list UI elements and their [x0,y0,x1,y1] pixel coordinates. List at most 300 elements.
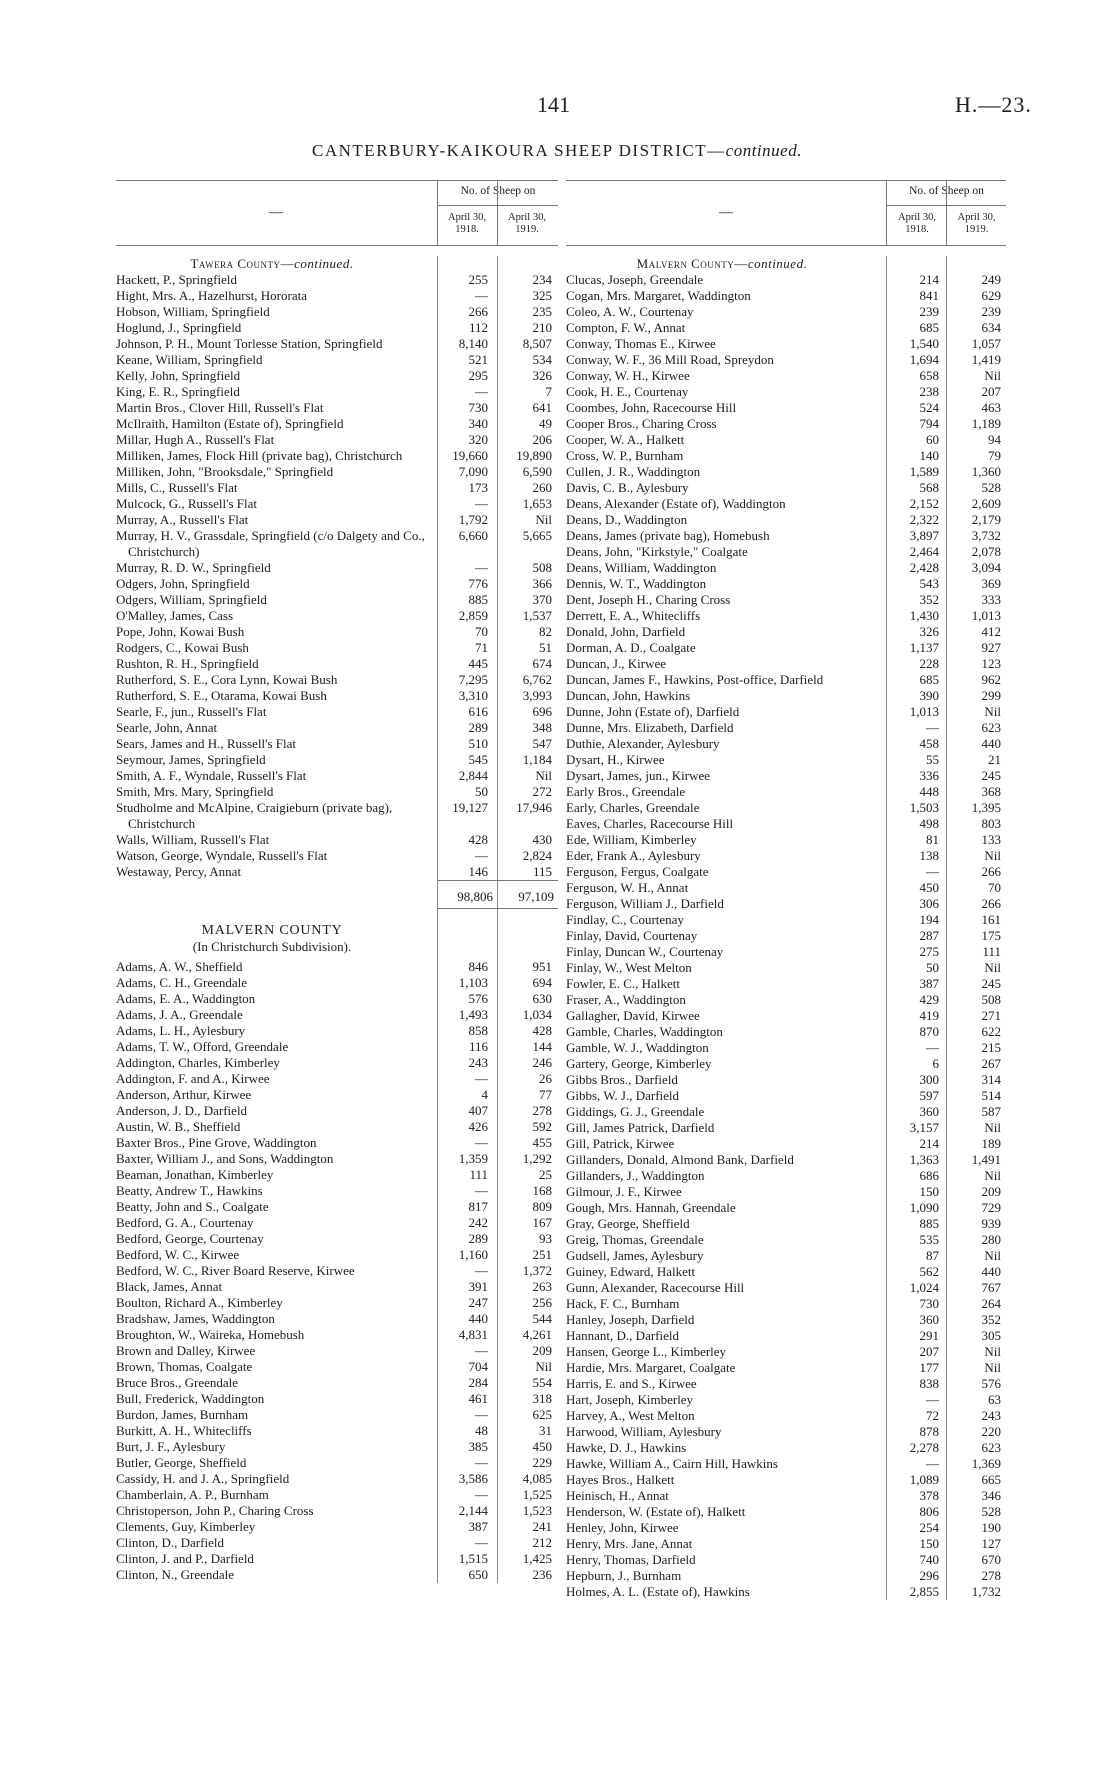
sheep-1919: 127 [981,1536,1001,1551]
owner-name: Martin Bros., Clover Hill, Russell's Flat [116,400,324,415]
owner-name: Hack, F. C., Burnham [566,1296,680,1311]
owner-name: Anderson, Arthur, Kirwee [116,1087,252,1102]
sheep-1919: 634 [981,320,1001,335]
owner-name: Hayes Bros., Halkett [566,1472,675,1487]
sheep-1919: 209 [532,1343,552,1358]
owner-name: Bedford, G. A., Courtenay [116,1215,254,1230]
sheep-1919: 207 [981,384,1001,399]
sheep-1919: 314 [981,1072,1001,1087]
table-row [566,432,1006,448]
table-header-right [566,180,1006,246]
owner-name: Hardie, Mrs. Margaret, Coalgate [566,1360,736,1375]
sheep-1919: 70 [988,880,1001,895]
table-row [566,1408,1006,1424]
table-row [566,816,1006,832]
owner-name: McIlraith, Hamilton (Estate of), Springfield [116,416,344,431]
sheep-1918: 1,694 [909,352,939,367]
sheep-1919: 63 [988,1392,1001,1407]
owner-name: Findlay, C., Courtenay [566,912,684,927]
table-row [116,1535,558,1551]
sheep-1919: 278 [981,1568,1001,1583]
table-row [566,1296,1006,1312]
owner-name: Deans, Alexander (Estate of), Waddington [566,496,786,511]
header-rule [886,181,887,245]
owner-name: Clements, Guy, Kimberley [116,1519,256,1534]
sheep-1919: 576 [981,1376,1001,1391]
owner-name: Chamberlain, A. P., Burnham [116,1487,269,1502]
table-row [566,400,1006,416]
sheep-1918: — [926,1392,939,1407]
owner-name: Millar, Hugh A., Russell's Flat [116,432,275,447]
sheep-1918: 1,493 [458,1007,488,1022]
sheep-1919: 622 [981,1024,1001,1039]
table-row [566,272,1006,288]
sheep-1918: 846 [468,959,488,974]
table-row [566,896,1006,912]
sheep-1919: 625 [532,1407,552,1422]
sheep-1918: 597 [919,1088,939,1103]
sheep-1918: 320 [468,432,488,447]
left-column [116,180,558,1583]
owner-name: Gill, Patrick, Kirwee [566,1136,675,1151]
sheep-1919: 528 [981,480,1001,495]
sheep-1918: 71 [475,640,488,655]
owner-name: Deans, William, Waddington [566,560,717,575]
owner-name: Conway, Thomas E., Kirwee [566,336,716,351]
sheep-1918: 1,792 [458,512,488,527]
table-row [566,976,1006,992]
sheep-1918: 776 [468,576,488,591]
table-row [116,688,558,704]
owner-name: Studholme and McAlpine, Craigieburn (private bag), Christchurch [116,800,393,831]
table-row [566,464,1006,480]
table-row [566,768,1006,784]
sheep-1919: 26 [539,1071,552,1086]
owner-name: Gudsell, James, Aylesbury [566,1248,704,1263]
sheep-1918: 2,152 [909,496,939,511]
sheep-1918: 545 [468,752,488,767]
page-reference: H.—23. [955,92,1032,117]
sheep-1918: 138 [919,848,939,863]
table-row [116,368,558,384]
sheep-1919: 1,525 [522,1487,552,1502]
sheep-1919: Nil [984,1360,1001,1375]
sheep-1919: 305 [981,1328,1001,1343]
sheep-1918: 289 [468,1231,488,1246]
owner-name: Ferguson, W. H., Annat [566,880,689,895]
sheep-1919: 167 [532,1215,552,1230]
owner-name: Burkitt, A. H., Whitecliffs [116,1423,252,1438]
table-row [566,1136,1006,1152]
owner-name: Dent, Joseph H., Charing Cross [566,592,731,607]
owner-name: Hight, Mrs. A., Hazelhurst, Hororata [116,288,307,303]
sheep-1919: 430 [532,832,552,847]
sheep-1919: 1,369 [971,1456,1001,1471]
sheep-1918: 140 [919,448,939,463]
table-row [116,672,558,688]
sheep-1919: 1,395 [971,800,1001,815]
owner-name: Searle, John, Annat [116,720,218,735]
owner-name: Bedford, W. C., Kirwee [116,1247,240,1262]
section-heading-malvern: MALVERN COUNTY [201,923,343,938]
table-row [116,1039,558,1055]
table-row [566,672,1006,688]
sheep-1919: 7 [545,384,552,399]
table-row [566,1344,1006,1360]
sheep-1919: 31 [539,1423,552,1438]
table-row [116,1007,558,1023]
table-row [116,1471,558,1487]
owner-name: Anderson, J. D., Darfield [116,1103,248,1118]
table-row [566,736,1006,752]
sheep-1918: 48 [475,1423,488,1438]
sheep-1918: 173 [468,480,488,495]
sheep-1918: 458 [919,736,939,751]
table-row [566,1440,1006,1456]
table-row [566,1152,1006,1168]
sheep-1918: 214 [919,1136,939,1151]
table-row [566,1120,1006,1136]
sheep-1919: 1,491 [971,1152,1001,1167]
table-row [566,1584,1006,1600]
sheep-1918: 730 [468,400,488,415]
header-rule [946,181,947,245]
sheep-1918: 3,586 [458,1471,488,1486]
owner-name: Smith, Mrs. Mary, Springfield [116,784,274,799]
table-row [116,512,558,528]
table-row [566,992,1006,1008]
sheep-1918: 685 [919,320,939,335]
table-row [566,416,1006,432]
owner-name: Fraser, A., Waddington [566,992,686,1007]
table-row [116,1215,558,1231]
table-row [566,960,1006,976]
sheep-1918: 8,140 [458,336,488,351]
table-row [116,720,558,736]
sheep-1918: 378 [919,1488,939,1503]
table-row [566,1472,1006,1488]
owner-name: Butler, George, Sheffield [116,1455,247,1470]
table-row [116,1343,558,1359]
owner-name: Keane, William, Springfield [116,352,263,367]
owner-name: Dunne, Mrs. Elizabeth, Darfield [566,720,734,735]
sheep-1918: 291 [919,1328,939,1343]
sheep-1919: 1,419 [971,352,1001,367]
sheep-1919: 93 [539,1231,552,1246]
owner-name: Adams, C. H., Greendale [116,975,248,990]
section-title: Tawera County— [190,256,295,271]
sheep-1919: 175 [981,928,1001,943]
sheep-1919: 962 [981,672,1001,687]
sheep-1919: 51 [539,640,552,655]
sheep-1919: 325 [532,288,552,303]
sheep-1919: 554 [532,1375,552,1390]
table-row [566,1488,1006,1504]
owner-name: Clinton, N., Greendale [116,1567,235,1582]
sheep-1918: 885 [468,592,488,607]
sheep-1918: 878 [919,1424,939,1439]
sheep-1918: 150 [919,1184,939,1199]
sheep-1918: 326 [919,624,939,639]
sheep-1918: 704 [468,1359,488,1374]
sheep-1918: — [926,1456,939,1471]
owner-name: Black, James, Annat [116,1279,223,1294]
sheep-1918: 360 [919,1312,939,1327]
owner-name: Adams, A. W., Sheffield [116,959,243,974]
sheep-1918: — [475,1135,488,1150]
table-row [116,1503,558,1519]
table-row [116,1263,558,1279]
sheep-1919: 694 [532,975,552,990]
table-row [566,752,1006,768]
sheep-1919: 6,590 [522,464,552,479]
table-row [566,384,1006,400]
owner-name: Adams, T. W., Offord, Greendale [116,1039,289,1054]
table-row [566,336,1006,352]
sheep-1918: 658 [919,368,939,383]
sheep-1918: 616 [468,704,488,719]
sheep-1919: 1,057 [971,336,1001,351]
sheep-1918: 419 [919,1008,939,1023]
sheep-1919: 209 [981,1184,1001,1199]
table-header-left [116,180,558,246]
owner-name: Henley, John, Kirwee [566,1520,679,1535]
sheep-1919: Nil [984,960,1001,975]
sheep-1919: 641 [532,400,552,415]
table-row [116,1407,558,1423]
sheep-1918: 1,137 [909,640,939,655]
sheep-1919: 6,762 [522,672,552,687]
owner-name: Milliken, James, Flock Hill (private bag), Christchurch [116,448,403,463]
sheep-1918: 385 [468,1439,488,1454]
sheep-1919: 514 [981,1088,1001,1103]
total-1919: 97,109 [518,889,554,904]
sheep-1919: 1,184 [522,752,552,767]
sheep-1919: 220 [981,1424,1001,1439]
owner-name: Fowler, E. C., Halkett [566,976,680,991]
table-row [566,528,1006,544]
sheep-1919: 368 [981,784,1001,799]
sheep-1919: 369 [981,576,1001,591]
table-row [116,496,558,512]
sheep-1918: 239 [919,304,939,319]
header-rule [497,181,498,245]
owner-name: Early Bros., Greendale [566,784,686,799]
sheep-1919: Nil [535,1359,552,1374]
table-row [566,624,1006,640]
sheep-1918: 1,024 [909,1280,939,1295]
sheep-1919: 3,094 [971,560,1001,575]
sheep-1919: 3,732 [971,528,1001,543]
table-row [566,656,1006,672]
owner-name: Cullen, J. R., Waddington [566,464,701,479]
table-row [566,1280,1006,1296]
owner-name: Eder, Frank A., Aylesbury [566,848,701,863]
owner-name: Compton, F. W., Annat [566,320,686,335]
sheep-1918: — [475,1455,488,1470]
section-title: Malvern County— [636,256,748,271]
table-row [566,1008,1006,1024]
sheep-1919: 370 [532,592,552,607]
table-row [116,1295,558,1311]
table-row [116,704,558,720]
sheep-1918: 70 [475,624,488,639]
page-title-main: CANTERBURY-KAIKOURA SHEEP DISTRICT— [312,141,726,160]
sheep-1918: 207 [919,1344,939,1359]
owner-name: Giddings, G. J., Greendale [566,1104,705,1119]
owner-name: Odgers, William, Springfield [116,592,267,607]
owner-name: Austin, W. B., Sheffield [116,1119,241,1134]
owner-name: Henry, Thomas, Darfield [566,1552,696,1567]
owner-name: Smith, A. F., Wyndale, Russell's Flat [116,768,307,783]
sheep-1919: Nil [535,512,552,527]
owner-name: Burdon, James, Burnham [116,1407,249,1422]
sheep-1919: 2,078 [971,544,1001,559]
owner-name: Boulton, Richard A., Kimberley [116,1295,283,1310]
table-row [116,640,558,656]
sheep-1919: 266 [981,864,1001,879]
table-row [566,1200,1006,1216]
owner-name: Hawke, D. J., Hawkins [566,1440,687,1455]
header-dash: — [269,205,283,220]
owner-name: Addington, F. and A., Kirwee [116,1071,270,1086]
owner-name: Murray, R. D. W., Springfield [116,560,271,575]
owner-name: Walls, William, Russell's Flat [116,832,270,847]
table-row [116,528,558,560]
sheep-1919: Nil [984,848,1001,863]
table-row [566,1264,1006,1280]
table-row [116,1167,558,1183]
sheep-1918: 817 [468,1199,488,1214]
owner-name: Cassidy, H. and J. A., Springfield [116,1471,290,1486]
owner-name: Seymour, James, Springfield [116,752,266,767]
sheep-1919: 1,013 [971,608,1001,623]
sheep-1918: 1,363 [909,1152,939,1167]
owner-name: Rushton, R. H., Springfield [116,656,259,671]
header-divider [438,205,558,206]
owner-name: Early, Charles, Greendale [566,800,700,815]
sheep-1919: 346 [981,1488,1001,1503]
sheep-1918: 390 [919,688,939,703]
table-row [566,608,1006,624]
owner-name: Beatty, John and S., Coalgate [116,1199,269,1214]
sheep-1918: 858 [468,1023,488,1038]
sheep-1919: 2,824 [522,848,552,863]
owner-name: Gilmour, J. F., Kirwee [566,1184,682,1199]
sheep-1918: 146 [468,864,488,879]
sheep-1918: 284 [468,1375,488,1390]
table-row [566,304,1006,320]
sheep-1919: 263 [532,1279,552,1294]
table-row [566,480,1006,496]
sheep-1919: 528 [981,1504,1001,1519]
table-row [116,1551,558,1567]
sheep-1919: 665 [981,1472,1001,1487]
owner-name: Bull, Frederick, Waddington [116,1391,265,1406]
sheep-1919: 111 [982,944,1001,959]
owner-name: Bradshaw, James, Waddington [116,1311,275,1326]
table-row [116,768,558,784]
table-row [566,848,1006,864]
owner-name: Duncan, John, Hawkins [566,688,691,703]
sheep-1918: 1,503 [909,800,939,815]
sheep-1918: 562 [919,1264,939,1279]
header-year-1918: April 30, 1918. [898,212,936,235]
right-table-body [566,256,1006,1600]
table-row [566,1056,1006,1072]
owner-name: Hoglund, J., Springfield [116,320,242,335]
sheep-1919: 1,537 [522,608,552,623]
sheep-1918: 870 [919,1024,939,1039]
sheep-1918: — [475,1183,488,1198]
owner-name: Cogan, Mrs. Margaret, Waddington [566,288,751,303]
table-row [116,1199,558,1215]
table-row [566,288,1006,304]
sheep-1919: 587 [981,1104,1001,1119]
sheep-1918: 686 [919,1168,939,1183]
owner-name: Coombes, John, Racecourse Hill [566,400,737,415]
sheep-1919: 215 [981,1040,1001,1055]
table-row [566,1216,1006,1232]
sheep-1918: 238 [919,384,939,399]
sheep-1918: — [475,288,488,303]
sheep-1919: 278 [532,1103,552,1118]
table-row [566,880,1006,896]
table-row [116,1279,558,1295]
total-1918: 98,806 [457,889,493,904]
totals-row [116,880,558,910]
sheep-1919: 674 [532,656,552,671]
sheep-1918: 461 [468,1391,488,1406]
sheep-1918: — [475,1407,488,1422]
header-dash: — [719,205,733,220]
table-row [116,288,558,304]
sheep-1918: 7,295 [458,672,488,687]
table-row [566,912,1006,928]
owner-name: Hart, Joseph, Kimberley [566,1392,694,1407]
table-row [116,1359,558,1375]
sheep-1918: 2,278 [909,1440,939,1455]
sheep-1919: 508 [981,992,1001,1007]
sheep-1919: 25 [539,1167,552,1182]
owner-list-malvern [116,959,558,1583]
owner-name: Greig, Thomas, Greendale [566,1232,704,1247]
right-column [566,180,1006,1600]
owner-name: Gillanders, Donald, Almond Bank, Darfield [566,1152,794,1167]
owner-name: Donald, John, Darfield [566,624,686,639]
table-row [566,592,1006,608]
sheep-1918: — [475,1071,488,1086]
sheep-1918: 429 [919,992,939,1007]
table-row [116,752,558,768]
table-row [116,400,558,416]
sheep-1918: — [475,1535,488,1550]
table-row [116,1183,558,1199]
sheep-1918: 445 [468,656,488,671]
sheep-1919: 623 [981,720,1001,735]
sheep-1919: 2,179 [971,512,1001,527]
sheep-1918: 50 [926,960,939,975]
sheep-1918: 3,897 [909,528,939,543]
left-table-body [116,256,558,1583]
sheep-1919: 1,292 [522,1151,552,1166]
sheep-1919: 450 [532,1439,552,1454]
sheep-1919: 236 [532,1567,552,1582]
sheep-1918: — [926,864,939,879]
sheep-1919: 412 [981,624,1001,639]
sheep-1919: Nil [984,368,1001,383]
sheep-1918: 2,844 [458,768,488,783]
